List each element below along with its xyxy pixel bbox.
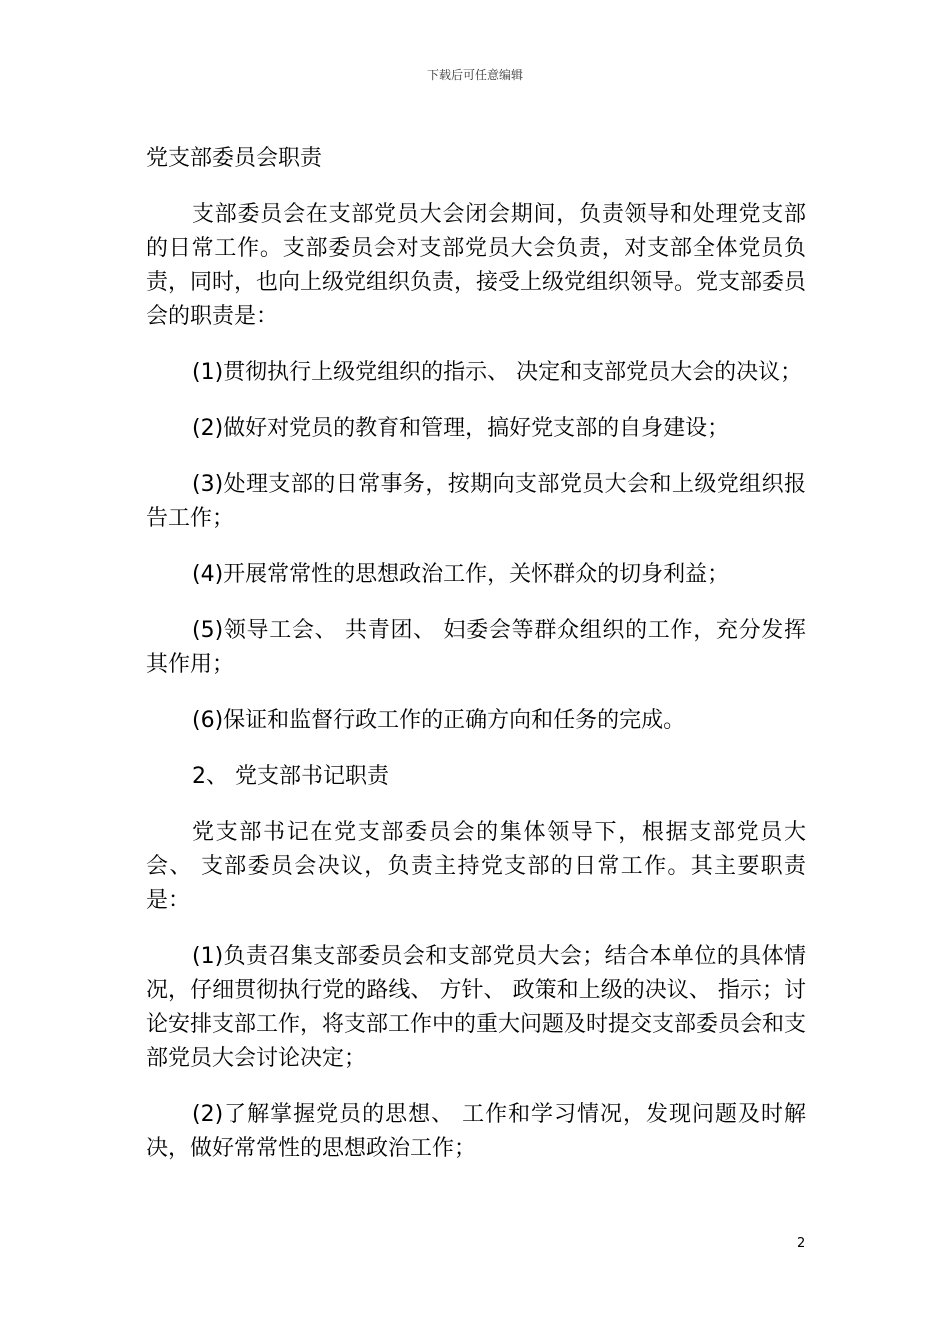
paragraph-duty-6: (6)保证和监督行政工作的正确方向和任务的完成。 <box>192 708 686 733</box>
paragraph-duty-2: (2)做好对党员的教育和管理，搞好党支部的自身建设； <box>192 416 730 441</box>
paragraph-secretary-duty-1: (1)负责召集支部委员会和支部党员大会；结合本单位的具体情况，仔细贯彻执行党的路线、 方针、 政策和上级的决议、 指示；讨论安排支部工作，将支部工作中的重大问题及时提交支部委员会和支部党员大会讨论决定； <box>146 944 807 1071</box>
paragraph-duty-1: (1)贯彻执行上级党组织的指示、 决定和支部党员大会的决议； <box>192 360 803 385</box>
paragraph-duty-3: (3)处理支部的日常事务，按期向支部党员大会和上级党组织报告工作； <box>146 472 806 531</box>
paragraph-duty-4: (4)开展常常性的思想政治工作，关怀群众的切身利益； <box>192 562 730 587</box>
paragraph-secretary-intro: 党支部书记在党支部委员会的集体领导下，根据支部党员大会、 支部委员会决议，负责主持党支部的日常工作。其主要职责是： <box>146 820 806 913</box>
page-number: 2 <box>797 1236 806 1251</box>
paragraph-secretary-duty-2: (2)了解掌握党员的思想、 工作和学习情况，发现问题及时解决，做好常常性的思想政治工作； <box>146 1102 806 1161</box>
page-header: 下载后可任意编辑 <box>426 68 523 82</box>
paragraph-duty-5: (5)领导工会、 共青团、 妇委会等群众组织的工作，充分发挥其作用； <box>146 618 806 677</box>
document-body <box>146 142 806 1166</box>
document-title: 党支部委员会职责 <box>146 146 323 171</box>
section-heading-secretary: 2、 党支部书记职责 <box>192 764 389 789</box>
paragraph-committee-intro: 支部委员会在支部党员大会闭会期间，负责领导和处理党支部的日常工作。支部委员会对支部党员大会负责，对支部全体党员负责，同时，也向上级党组织负责，接受上级党组织领导。党支部委员会的职责是： <box>146 202 807 329</box>
